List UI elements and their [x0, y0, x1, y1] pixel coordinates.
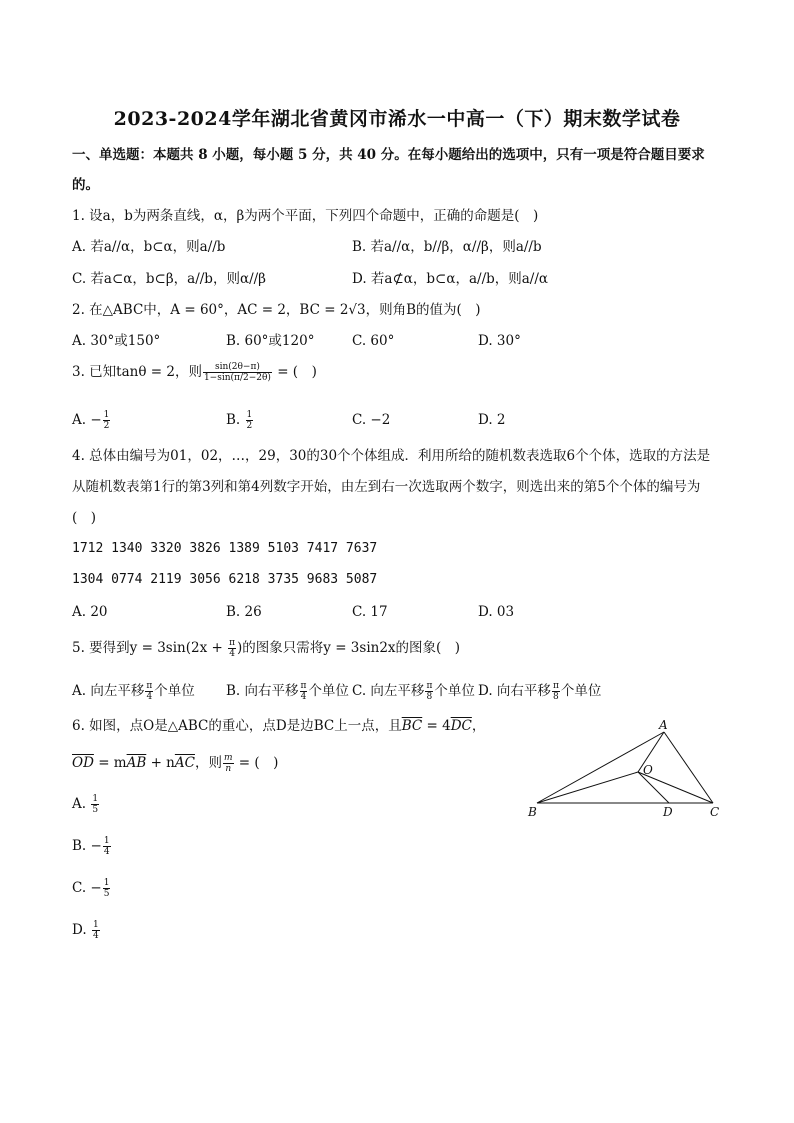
q6-line1-prefix: 6. 如图，点O是△ABC的重心，点D是边BC上一点，且 — [72, 718, 402, 734]
vector-ac: $\overline{AC}$ — [174, 755, 195, 771]
q3-stem — [72, 362, 317, 383]
q6-mn-den: n — [225, 764, 232, 774]
q2-option-a: A. 30°或150° — [72, 333, 161, 349]
q5-option-c-prefix: C. 向左平移 — [352, 683, 425, 699]
q5-option-b-den: 4 — [300, 692, 307, 702]
q6-option-d — [72, 920, 101, 941]
vector-od: $\overline{OD}$ — [72, 755, 94, 771]
q6-option-a-den: 5 — [92, 805, 99, 815]
q6-mn-num: m — [223, 753, 233, 763]
q4-random-row-1: 1712 1340 3320 3826 1389 5103 7417 7637 — [72, 541, 378, 556]
q3-option-a-label: A. − — [72, 412, 102, 428]
q6-option-b-prefix: B. − — [72, 838, 102, 854]
q2-option-d: D. 30° — [478, 333, 521, 349]
q5-stem — [72, 638, 460, 659]
q5-option-c-num: π — [426, 681, 433, 691]
q3-stem-suffix: = ( ) — [272, 364, 317, 380]
q6-line2-mid1: = m — [93, 755, 127, 771]
q5-option-d-frac — [552, 681, 560, 702]
q5-option-c-frac — [425, 681, 433, 702]
point-label-o: O — [643, 763, 653, 777]
vertex-label-a: A — [659, 718, 668, 732]
vector-ab: $\overline{AB}$ — [126, 755, 147, 771]
q6-option-c-den: 5 — [103, 889, 110, 899]
q5-stem-suffix: )的图象只需将y = 3sin2x的图象( ) — [237, 640, 461, 656]
q6-option-c-num: 1 — [103, 878, 110, 888]
q6-option-b-num: 1 — [103, 836, 110, 846]
q6-mn-frac — [223, 753, 234, 774]
q5-option-d-num: π — [552, 681, 559, 691]
q6-stem-line1 — [72, 717, 485, 735]
q1-option-b: B. 若a//α，b//β，α//β，则a//b — [352, 239, 542, 255]
q3-option-b-den: 2 — [246, 421, 253, 431]
q5-stem-prefix: 5. 要得到y = 3sin(2x + — [72, 640, 228, 656]
q6-option-b — [72, 836, 112, 857]
q5-option-c — [352, 681, 475, 702]
q6-option-b-den: 4 — [103, 847, 110, 857]
q3-fraction-num: sin(2θ−π) — [203, 362, 272, 373]
vertex-label-b: B — [528, 805, 537, 819]
q6-option-a — [72, 794, 100, 815]
q4-option-a: A. 20 — [72, 604, 108, 620]
q4-stem-line3: ( ) — [72, 510, 97, 526]
q3-option-a-den: 2 — [103, 421, 110, 431]
section-heading-cont: 的。 — [72, 177, 99, 193]
q1-stem: 1. 设a，b为两条直线，α，β为两个平面，下列四个命题中，正确的命题是( ) — [72, 208, 539, 224]
vertex-label-c: C — [710, 805, 720, 819]
q3-option-a — [72, 410, 111, 431]
segment-bo — [537, 772, 638, 803]
q5-option-d-suffix: 个单位 — [560, 683, 602, 699]
q1-option-d: D. 若a⊄α，b⊂α，a//b，则a//α — [352, 271, 549, 287]
q6-option-a-prefix: A. — [72, 796, 91, 812]
q5-option-b-num: π — [300, 681, 307, 691]
q1-option-c: C. 若a⊂α，b⊂β，a//b，则α//β — [72, 271, 266, 287]
q6-option-c-prefix: C. − — [72, 880, 102, 896]
q3-option-a-frac — [103, 410, 111, 431]
q6-option-a-num: 1 — [92, 794, 99, 804]
page-title: 2023-2024学年湖北省黄冈市浠水一中高一（下）期末数学试卷 — [113, 108, 681, 130]
q5-option-a-suffix: 个单位 — [154, 683, 195, 699]
q6-triangle-figure — [520, 712, 730, 824]
q2-stem: 2. 在△ABC中，A = 60°，AC = 2，BC = 2√3，则角B的值为( ) — [72, 302, 481, 318]
q6-option-d-den: 4 — [92, 931, 99, 941]
q5-option-d-den: 8 — [553, 692, 559, 702]
q1-option-a: A. 若a//α，b⊂α，则a//b — [72, 239, 226, 255]
q6-line2-mid3: ，则 — [194, 755, 222, 771]
q3-option-b-label: B. — [226, 412, 245, 428]
q3-stem-prefix: 3. 已知tanθ = 2，则 — [72, 364, 202, 380]
q3-option-a-num: 1 — [103, 410, 110, 420]
q6-option-c — [72, 878, 111, 899]
q4-option-d: D. 03 — [478, 604, 515, 620]
vector-bc: $\overline{BC}$ — [401, 718, 423, 734]
q6-option-d-num: 1 — [92, 920, 99, 930]
q5-stem-den: 4 — [229, 649, 235, 659]
q4-option-b: B. 26 — [226, 604, 262, 620]
q6-line1-suffix: ， — [471, 718, 486, 734]
q3-option-c: C. −2 — [352, 412, 391, 428]
q6-equals: = 4 — [422, 718, 451, 734]
vector-dc: $\overline{DC}$ — [450, 718, 472, 734]
q5-option-a-frac — [145, 681, 153, 702]
q4-stem-line1: 4. 总体由编号为01，02，…，29，30的30个个体组成．利用所给的随机数表选取6个个体，选取的方法是 — [72, 448, 711, 464]
q3-option-d: D. 2 — [478, 412, 506, 428]
q5-option-b-frac — [300, 681, 308, 702]
point-label-d: D — [663, 805, 673, 819]
q5-option-d-prefix: D. 向右平移 — [478, 683, 551, 699]
q6-option-b-frac — [103, 836, 111, 857]
q5-option-b — [226, 681, 349, 702]
q6-line2-suffix: = ( ) — [234, 755, 279, 771]
q5-option-a-prefix: A. 向左平移 — [72, 683, 145, 699]
q5-option-c-suffix: 个单位 — [434, 683, 475, 699]
q5-option-b-prefix: B. 向右平移 — [226, 683, 299, 699]
q5-stem-frac — [228, 638, 236, 659]
q3-option-b — [226, 410, 254, 431]
q6-line2-mid2: + n — [146, 755, 175, 771]
q6-option-a-frac — [91, 794, 99, 815]
q5-option-a — [72, 681, 195, 702]
q6-option-d-prefix: D. — [72, 922, 91, 938]
q3-option-b-num: 1 — [246, 410, 253, 420]
q5-option-d — [478, 681, 601, 702]
q5-stem-num: π — [229, 638, 236, 648]
q4-random-row-2: 1304 0774 2119 3056 6218 3735 9683 5087 — [72, 572, 378, 587]
q6-stem-line2 — [72, 753, 278, 774]
section-heading: 一、单选题：本题共 8 小题，每小题 5 分，共 40 分。在每小题给出的选项中，只有一项是符合题目要求 — [72, 147, 705, 163]
q5-option-b-suffix: 个单位 — [308, 683, 349, 699]
q5-option-c-den: 8 — [426, 692, 433, 702]
q4-option-c: C. 17 — [352, 604, 388, 620]
q4-stem-line2: 从随机数表第1行的第3列和第4列数字开始，由左到右一次选取两个数字，则选出来的第5个个体的编号为 — [72, 479, 701, 495]
q5-option-a-num: π — [146, 681, 153, 691]
q3-fraction-den: 1−sin(π/2−2θ) — [203, 373, 271, 383]
q2-option-c: C. 60° — [352, 333, 395, 349]
q3-option-b-frac — [246, 410, 254, 431]
q6-option-d-frac — [92, 920, 100, 941]
q3-fraction — [203, 362, 272, 383]
q6-option-c-frac — [103, 878, 111, 899]
q2-option-b: B. 60°或120° — [226, 333, 315, 349]
q5-option-a-den: 4 — [146, 692, 153, 702]
